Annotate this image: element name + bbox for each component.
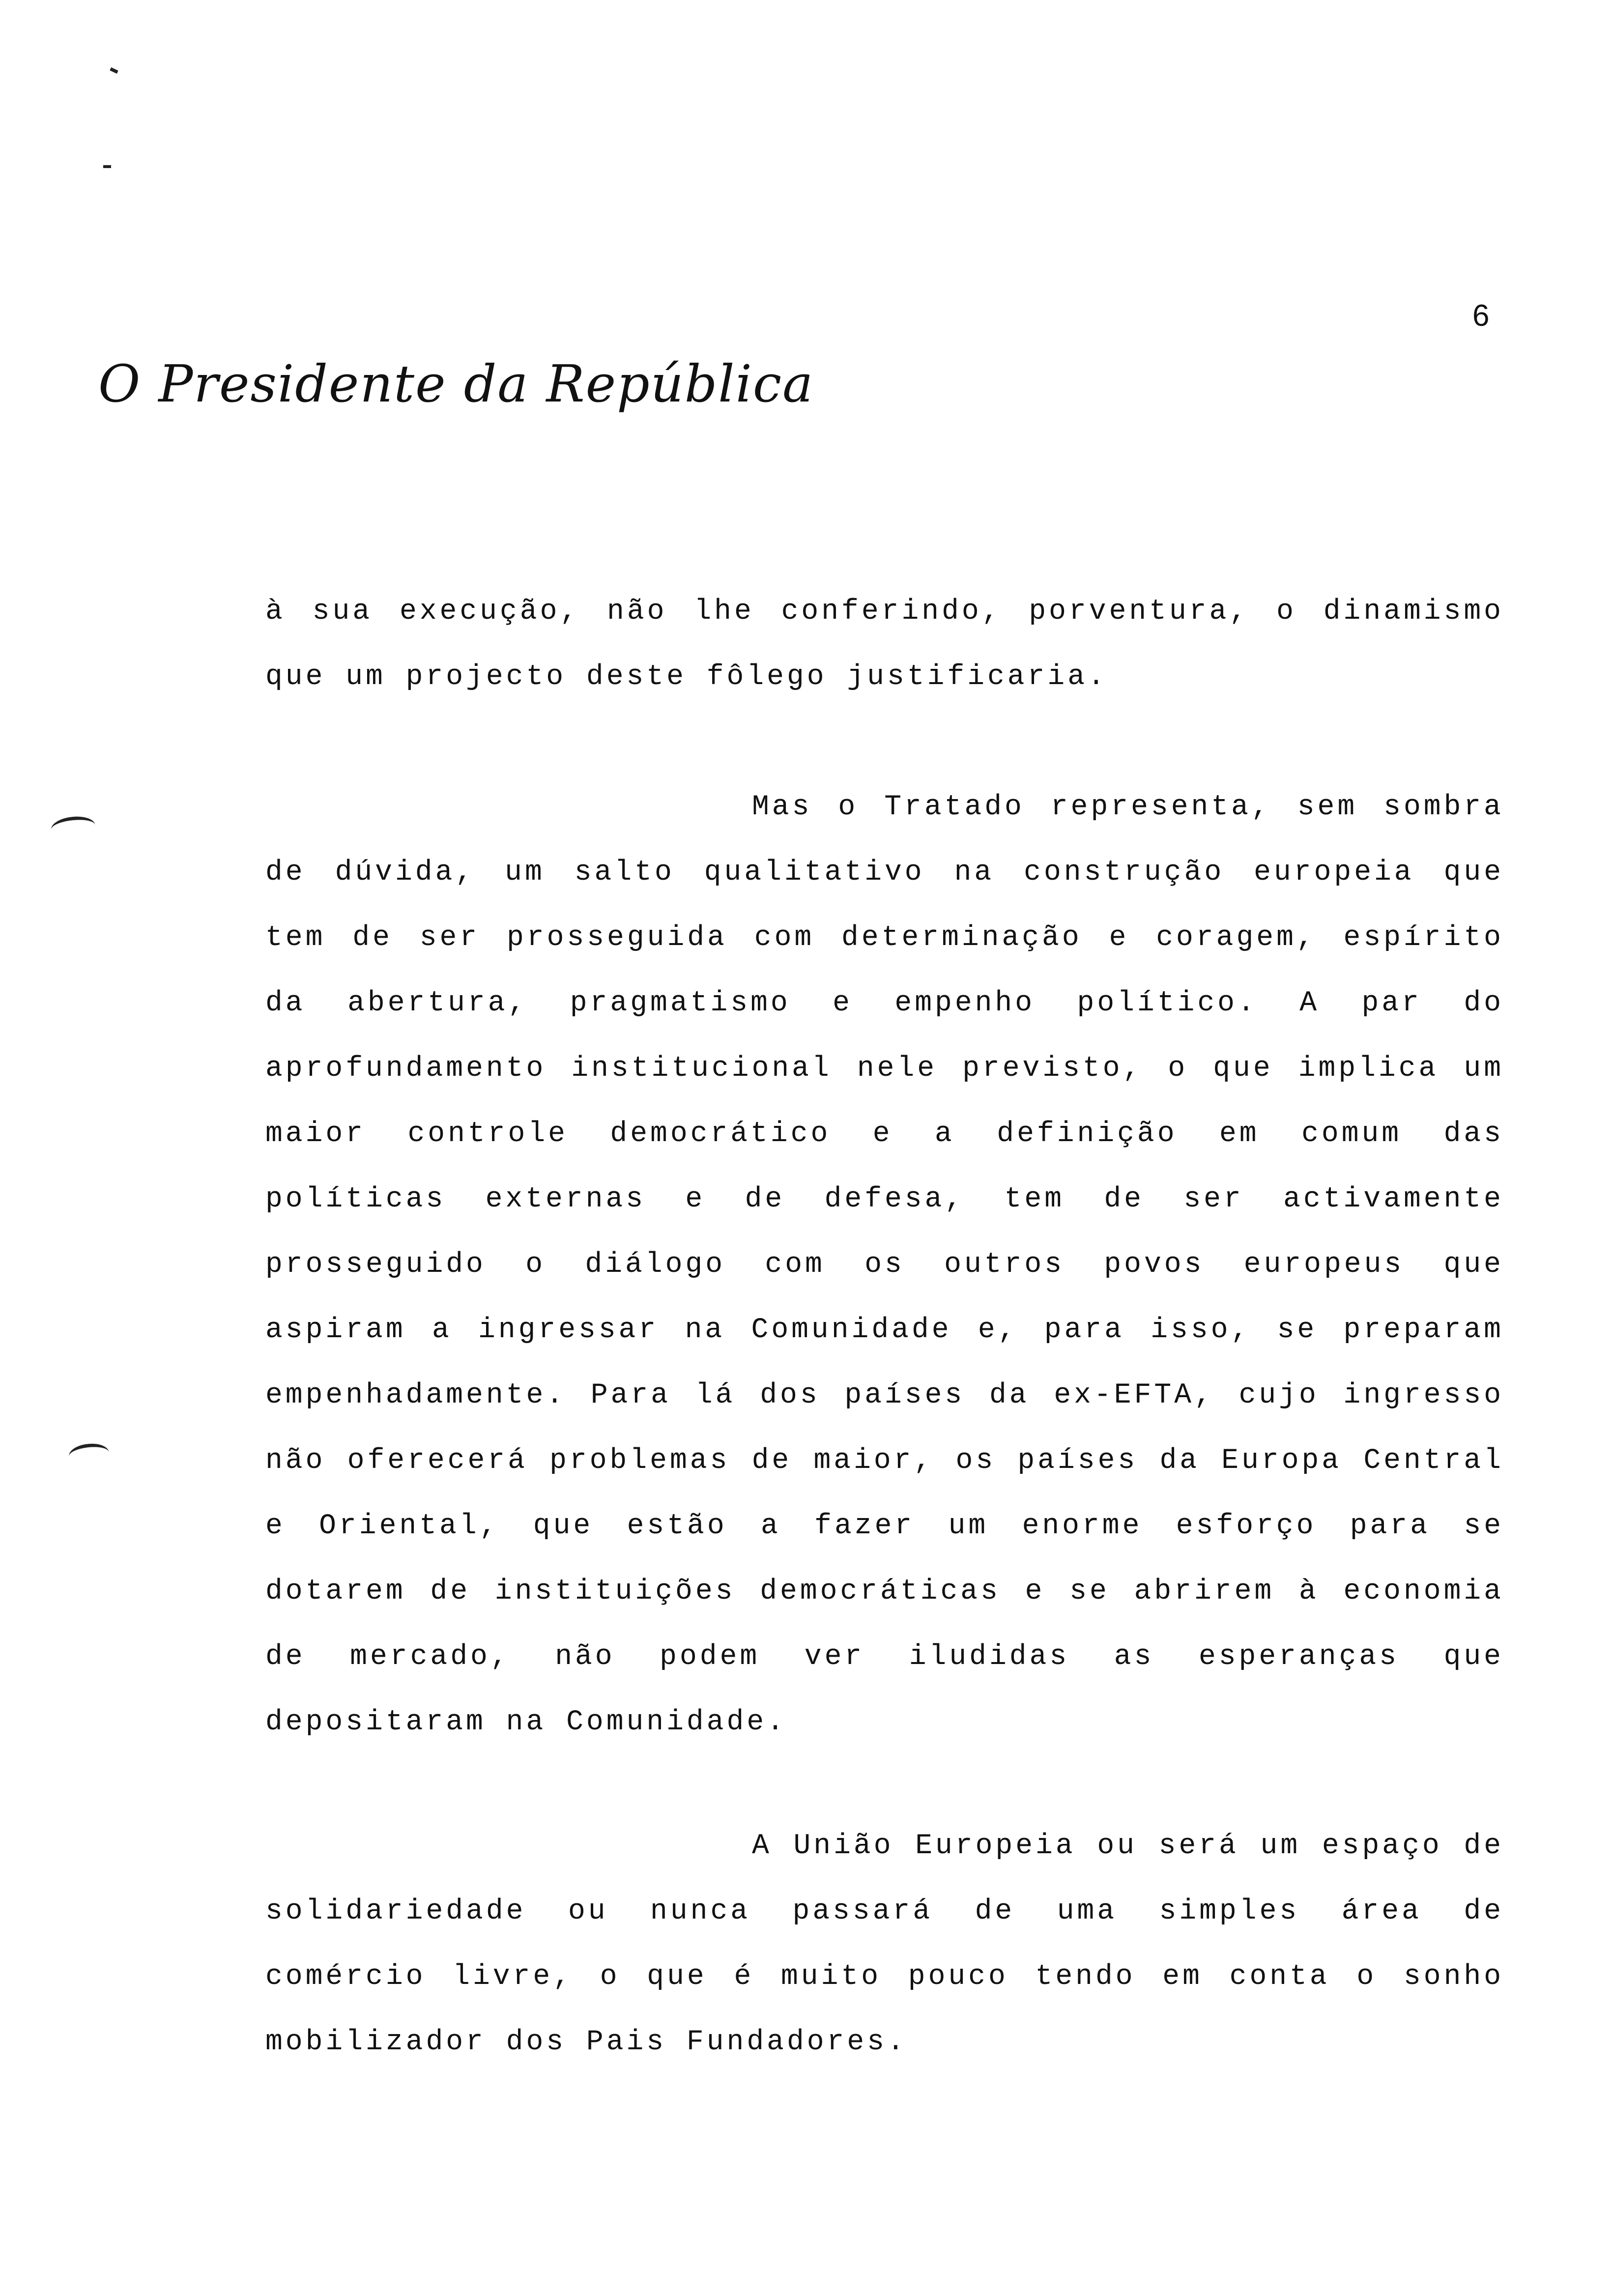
letterhead — [98, 344, 814, 428]
paragraph-uniao-europeia: A União Europeia ou será um espaço de solidariedade ou nunca passará de uma simples área de comércio livre, o que é muito pouco tendo em conta o sonho mobilizador dos Pais Fundadores. — [265, 1830, 1504, 2058]
binder-hole-mark — [50, 814, 96, 840]
paragraph-continuation: à sua execução, não lhe conferindo, porventura, o dinamismo que um projecto deste fôlego justificaria. — [265, 596, 1504, 693]
paragraph-tratado: Mas o Tratado representa, sem sombra de dúvida, um salto qualitativo na construção europeia que tem de ser prosseguida com determinação e coragem, espírito da abertura, pragmatismo e empenho político. A par do aprofundamento institucional nele previsto, o que implica um maior controle democrático e a definição em comum das políticas externas e de defesa, tem de ser activamente prosseguido o diálogo com os outros povos europeus que aspiram a ingressar na Comunidade e, para isso, se preparam empenhadamente. Para lá dos países da ex-EFTA, cujo ingresso não oferecerá problemas de maior, os países da Europa Central e Oriental, que estão a fazer um enorme esforço para se dotarem de instituições democráticas e se abrirem à economia de mercado, não podem ver iludidas as esperanças que depositaram na Comunidade. — [265, 791, 1504, 1738]
body-text — [265, 1813, 1504, 2075]
scan-speck — [103, 165, 111, 168]
body-text — [265, 579, 1504, 710]
binder-hole-mark — [68, 1442, 110, 1467]
body-text — [265, 775, 1504, 1755]
scan-speck — [110, 67, 118, 74]
page-number: 6 — [1472, 299, 1490, 333]
letterhead-script-text: O Presidente da República — [98, 354, 814, 414]
